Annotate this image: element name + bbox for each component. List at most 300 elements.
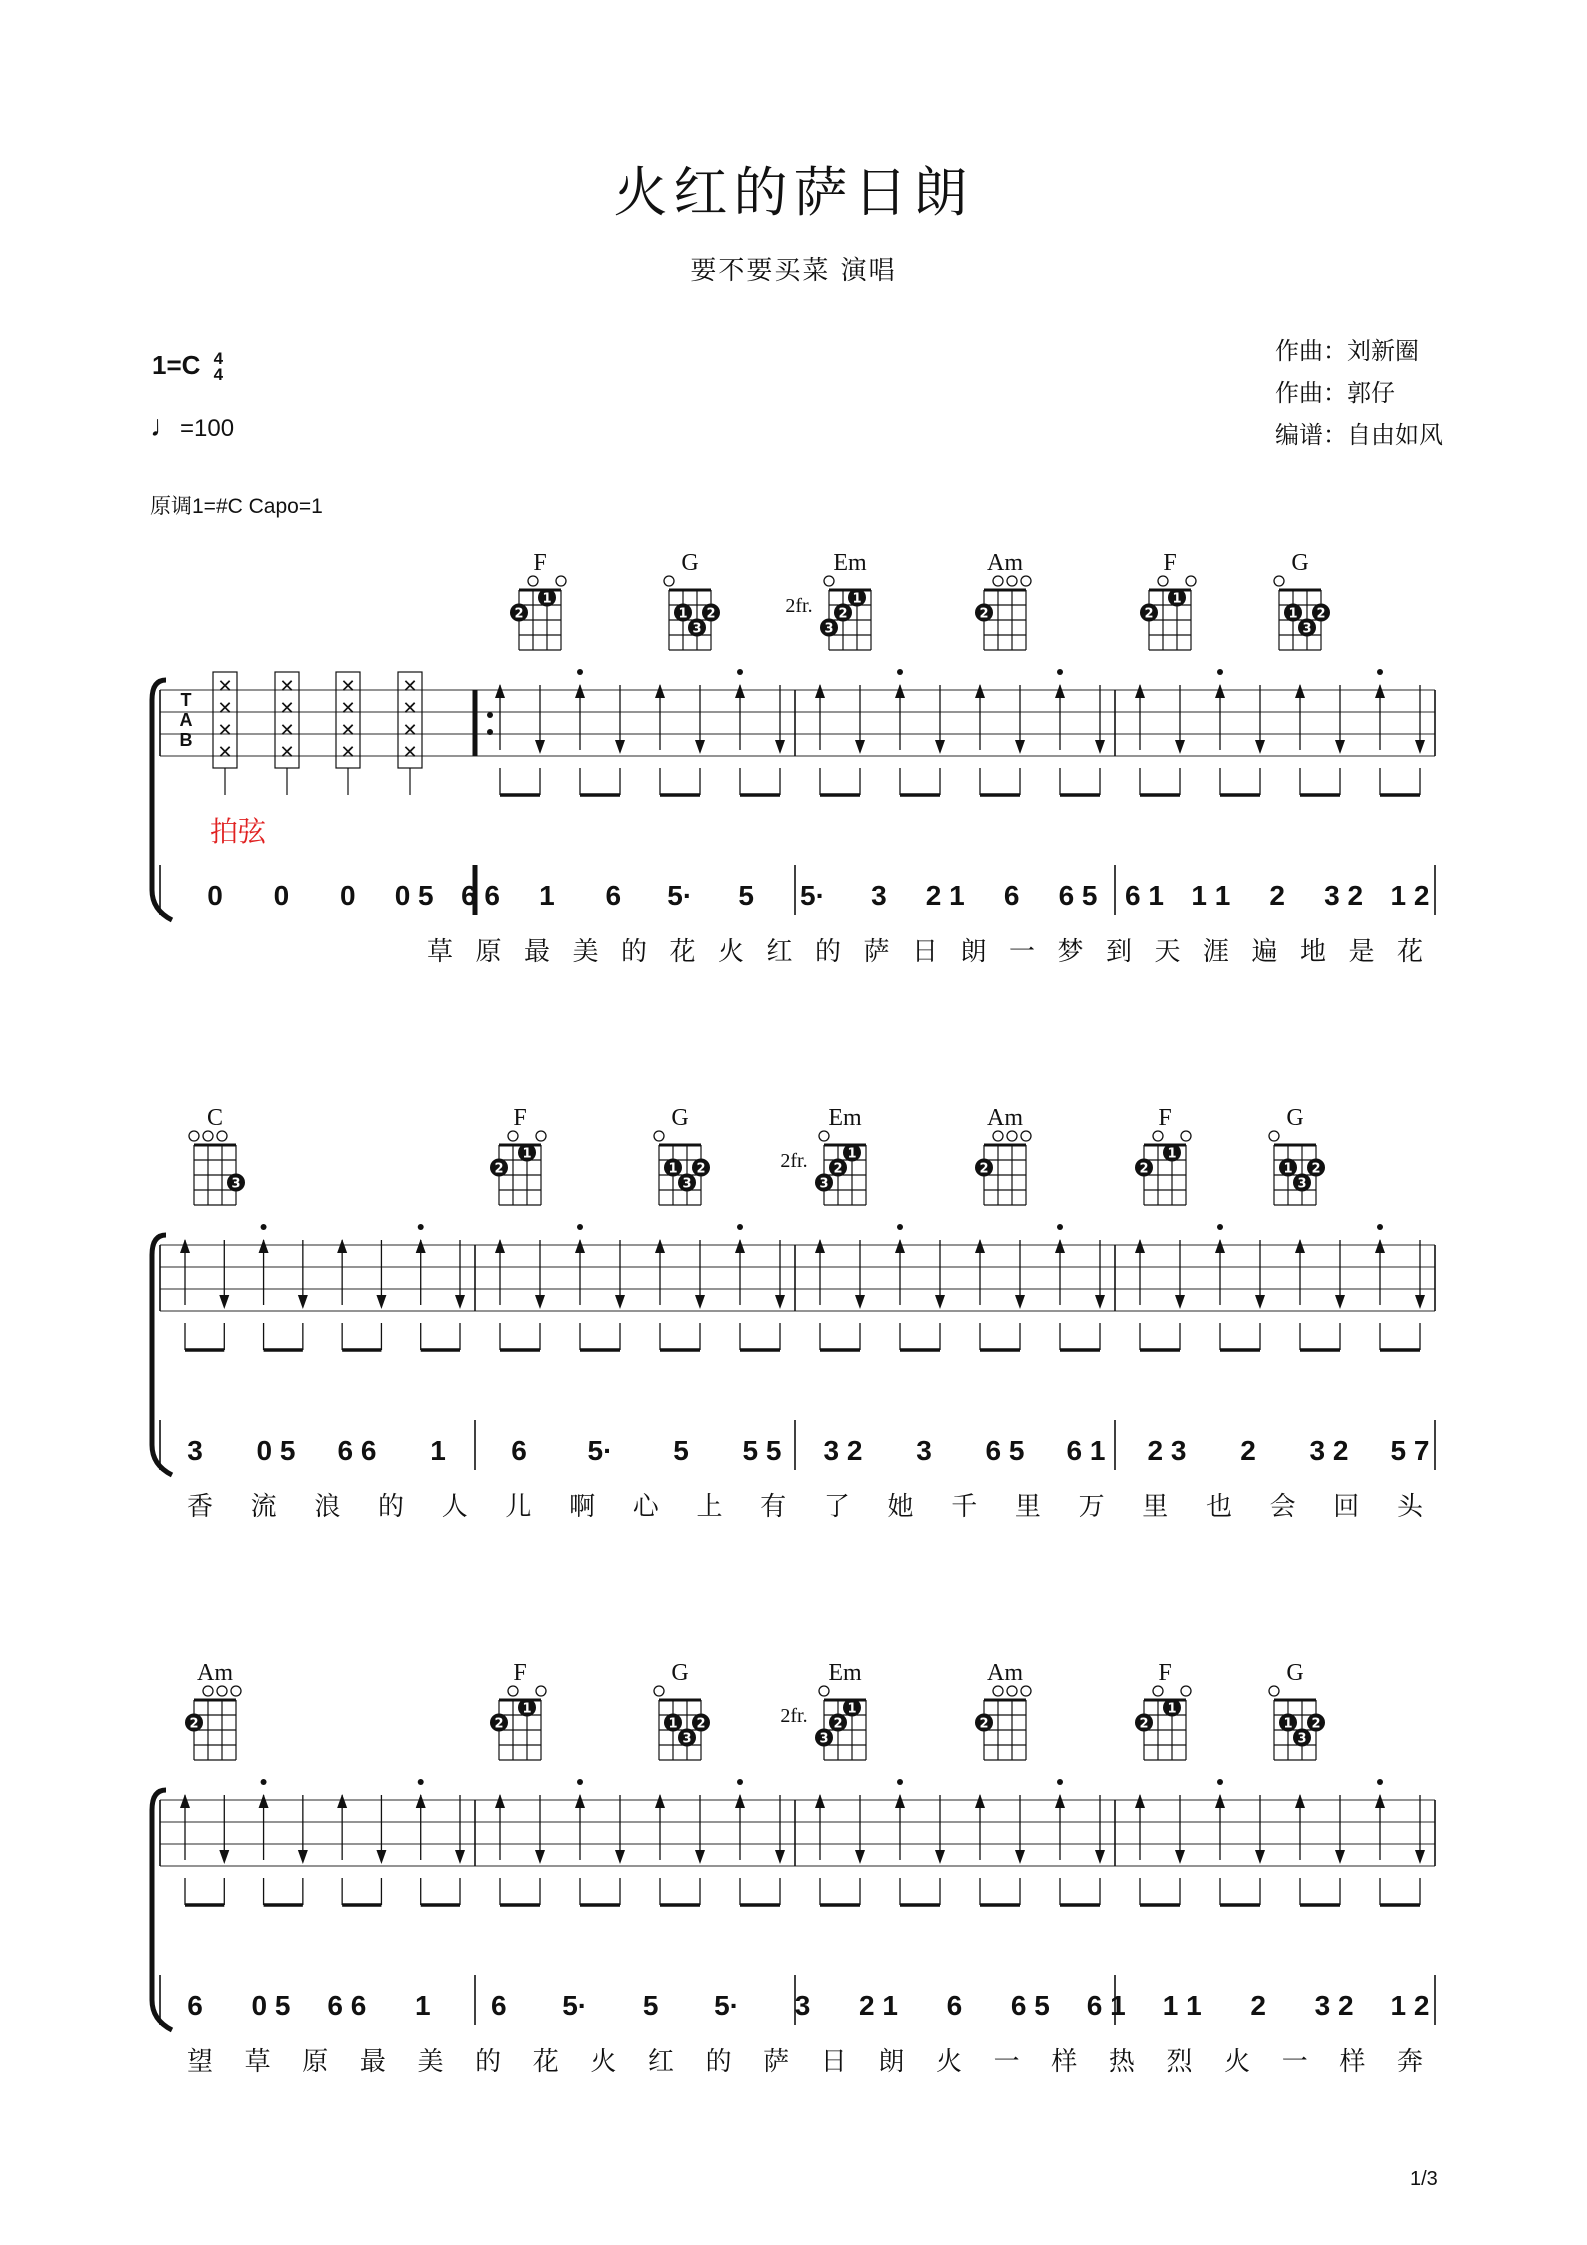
- lyric-char: 最: [359, 2047, 386, 2077]
- strum-up-arrow: [735, 1239, 745, 1253]
- chord-diagram-F: [490, 1131, 546, 1205]
- jianpu-note: 3: [871, 880, 887, 911]
- strum-up-arrow: [1295, 684, 1305, 698]
- strum-down-arrow: [1415, 1295, 1425, 1309]
- lyric-char: 一: [993, 2047, 1020, 2077]
- lyric-char: 心: [632, 1492, 659, 1522]
- open-string-marker: [1021, 576, 1031, 586]
- lyric-char: 一: [1008, 937, 1036, 967]
- chord-diagram-F: [1135, 1131, 1191, 1205]
- strum-down-arrow: [615, 740, 625, 754]
- jianpu-note: 5: [738, 880, 754, 911]
- key-text: 1=C: [152, 350, 201, 380]
- strum-up-arrow: [1295, 1794, 1305, 1808]
- open-string-marker: [993, 1131, 1003, 1141]
- jianpu-note: 1 1: [1162, 1990, 1202, 2021]
- strum-up-arrow: [1135, 1239, 1145, 1253]
- jianpu-note: 2 1: [858, 1990, 898, 2021]
- chord-name-F: F: [1158, 1105, 1172, 1131]
- chord-name-Am: Am: [987, 1105, 1023, 1131]
- repeat-dot: [487, 729, 493, 735]
- strum-up-arrow: [1375, 684, 1385, 698]
- accent-dot: [577, 1224, 583, 1230]
- strum-up-arrow: [259, 1239, 269, 1253]
- chop-x-mark: ✕: [402, 742, 418, 762]
- accent-dot: [1057, 1779, 1063, 1785]
- chord-name-G: G: [1286, 1105, 1304, 1131]
- chop-x-mark: ✕: [340, 698, 356, 718]
- strum-down-arrow: [535, 740, 545, 754]
- tab-label-T: T: [180, 690, 192, 710]
- jianpu-note: 2: [1240, 1435, 1256, 1466]
- finger-number: 2: [494, 1716, 504, 1732]
- open-string-marker: [1021, 1131, 1031, 1141]
- open-string-marker: [508, 1686, 518, 1696]
- strum-up-arrow: [1215, 1794, 1225, 1808]
- chop-x-mark: ✕: [340, 676, 356, 696]
- lyric-char: 花: [669, 937, 696, 967]
- strum-down-arrow: [775, 740, 785, 754]
- strum-up-arrow: [735, 684, 745, 698]
- chord-diagram-G: [664, 576, 720, 650]
- lyric-char: 遍: [1251, 937, 1278, 967]
- lyric-char: 花: [532, 2047, 559, 2077]
- finger-number: 2: [1139, 1716, 1149, 1732]
- strum-down-arrow: [1175, 740, 1185, 754]
- open-string-marker: [528, 576, 538, 586]
- accent-dot: [1377, 669, 1383, 675]
- jianpu-note: 5 5: [742, 1435, 782, 1466]
- jianpu-note: 1: [539, 880, 555, 911]
- accent-dot: [1217, 1779, 1223, 1785]
- strum-up-arrow: [735, 1794, 745, 1808]
- chord-name-F: F: [533, 550, 547, 576]
- lyric-char: 红: [766, 937, 793, 967]
- chord-diagram-Em: [815, 1686, 866, 1760]
- open-string-marker: [1158, 576, 1168, 586]
- lyric-char: 望: [186, 2047, 214, 2077]
- lyric-char: 烈: [1166, 2047, 1193, 2077]
- strum-up-arrow: [1135, 684, 1145, 698]
- chop-x-mark: ✕: [402, 720, 418, 740]
- strum-up-arrow: [815, 1239, 825, 1253]
- lyric-char: 涯: [1202, 937, 1230, 967]
- credit-arranger: 编谱：自由如风: [1275, 421, 1443, 449]
- finger-number: 1: [542, 591, 552, 607]
- strum-up-arrow: [1055, 684, 1065, 698]
- accent-dot: [577, 1779, 583, 1785]
- jianpu-note: 6 1: [1066, 1435, 1106, 1466]
- jianpu-note: 1: [415, 1990, 431, 2021]
- lyric-char: 头: [1396, 1492, 1424, 1522]
- strum-down-arrow: [935, 740, 945, 754]
- strum-down-arrow: [1335, 740, 1345, 754]
- strum-down-arrow: [1095, 1295, 1105, 1309]
- lyric-char: 了: [823, 1492, 850, 1522]
- lyric-char: 美: [572, 937, 599, 967]
- accent-dot: [577, 669, 583, 675]
- lyric-char: 梦: [1057, 937, 1084, 967]
- strum-down-arrow: [1015, 740, 1025, 754]
- accent-dot: [737, 1779, 743, 1785]
- strum-up-arrow: [1215, 684, 1225, 698]
- lyric-char: 儿: [505, 1492, 532, 1522]
- chord-diagram-Em: [820, 576, 871, 650]
- strum-down-arrow: [1415, 1850, 1425, 1864]
- jianpu-note: 1 1: [1191, 880, 1231, 911]
- time-signature-bottom: 4: [213, 365, 224, 385]
- finger-number: 1: [847, 1701, 857, 1717]
- open-string-marker: [1181, 1131, 1191, 1141]
- strum-down-arrow: [695, 1850, 705, 1864]
- jianpu-note: 6: [511, 1435, 527, 1466]
- chord-diagram-G: [654, 1131, 710, 1205]
- original-key: 原调1=#C Capo=1: [150, 495, 323, 518]
- open-string-marker: [1007, 576, 1017, 586]
- accent-dot: [418, 1779, 424, 1785]
- jianpu-note: 5 7: [1390, 1435, 1430, 1466]
- strum-down-arrow: [695, 740, 705, 754]
- jianpu-note: 5: [642, 1990, 659, 2021]
- strum-down-arrow: [855, 1850, 865, 1864]
- lyric-char: 美: [417, 2047, 444, 2077]
- credit-composer-2: 作曲：郭仔: [1275, 379, 1395, 407]
- jianpu-note: 6 5: [1058, 880, 1098, 911]
- strum-down-arrow: [1095, 740, 1105, 754]
- finger-number: 2: [1311, 1716, 1321, 1732]
- chop-x-mark: ✕: [279, 676, 295, 696]
- strum-up-arrow: [655, 1794, 665, 1808]
- jianpu-note: 6 5: [985, 1435, 1025, 1466]
- strum-down-arrow: [298, 1295, 308, 1309]
- lyric-char: 的: [620, 937, 648, 967]
- open-string-marker: [536, 1131, 546, 1141]
- accent-dot: [1377, 1224, 1383, 1230]
- strum-up-arrow: [1295, 1239, 1305, 1253]
- strum-down-arrow: [1335, 1850, 1345, 1864]
- jianpu-note: 0 5: [256, 1435, 296, 1466]
- jianpu-note: 2 1: [925, 880, 965, 911]
- finger-number: 2: [1316, 606, 1326, 622]
- lyric-char: 流: [250, 1492, 277, 1522]
- finger-number: 2: [1311, 1161, 1321, 1177]
- chop-x-mark: ✕: [402, 698, 418, 718]
- strum-down-arrow: [1255, 1850, 1265, 1864]
- finger-number: 2: [979, 1161, 989, 1177]
- finger-number: 1: [852, 591, 862, 607]
- finger-number: 1: [1283, 1716, 1293, 1732]
- system-brace: [152, 680, 172, 920]
- lyric-char: 人: [441, 1492, 468, 1522]
- finger-number: 2: [189, 1716, 199, 1732]
- chord-name-C: C: [206, 1105, 224, 1131]
- lyric-char: 的: [475, 2047, 502, 2077]
- jianpu-note: 6: [605, 880, 622, 911]
- finger-number: 2: [979, 606, 989, 622]
- strum-down-arrow: [855, 740, 865, 754]
- chop-x-mark: ✕: [217, 698, 233, 718]
- chord-name-Em: Em: [828, 1105, 862, 1131]
- strum-up-arrow: [1375, 1794, 1385, 1808]
- finger-number: 2: [696, 1161, 706, 1177]
- jianpu-note: 6: [946, 1990, 963, 2021]
- finger-number: 1: [668, 1161, 678, 1177]
- strum-down-arrow: [855, 1295, 865, 1309]
- chord-diagram-G: [1274, 576, 1330, 650]
- open-string-marker: [217, 1131, 227, 1141]
- chord-diagram-Am: [975, 1686, 1031, 1760]
- lyric-char: 地: [1299, 937, 1327, 967]
- lyric-char: 最: [523, 937, 551, 967]
- jianpu-note: 5: [673, 1435, 689, 1466]
- open-string-marker: [1181, 1686, 1191, 1696]
- finger-number: 3: [1297, 1176, 1307, 1192]
- open-string-marker: [1274, 576, 1284, 586]
- lyric-char: 千: [951, 1492, 978, 1522]
- strum-down-arrow: [1415, 740, 1425, 754]
- finger-number: 2: [833, 1161, 843, 1177]
- lyric-char: 是: [1348, 937, 1375, 967]
- accent-dot: [1217, 1224, 1223, 1230]
- open-string-marker: [203, 1131, 213, 1141]
- finger-number: 3: [692, 621, 702, 637]
- jianpu-note: 6 1: [1124, 880, 1164, 911]
- finger-number: 2: [706, 606, 716, 622]
- open-string-marker: [508, 1131, 518, 1141]
- finger-number: 3: [824, 621, 834, 637]
- jianpu-note: 5·: [562, 1990, 588, 2021]
- jianpu-note: 6 6: [337, 1435, 377, 1466]
- chord-name-F: F: [1163, 550, 1177, 576]
- strum-down-arrow: [1175, 1295, 1185, 1309]
- strum-down-arrow: [935, 1295, 945, 1309]
- lyric-char: 浪: [314, 1492, 341, 1522]
- finger-number: 1: [522, 1146, 532, 1162]
- strum-down-arrow: [376, 1850, 386, 1864]
- lyric-char: 萨: [763, 2047, 790, 2077]
- open-string-marker: [819, 1686, 829, 1696]
- strum-up-arrow: [337, 1239, 347, 1253]
- strum-down-arrow: [455, 1850, 465, 1864]
- jianpu-note: 5·: [667, 880, 693, 911]
- jianpu-note: 2: [1269, 880, 1286, 911]
- fret-marker: 2fr.: [780, 1705, 808, 1727]
- strum-down-arrow: [535, 1850, 545, 1864]
- strum-up-arrow: [895, 684, 905, 698]
- chord-name-G: G: [681, 550, 699, 576]
- jianpu-note: 3 2: [1309, 1435, 1349, 1466]
- finger-number: 2: [833, 1716, 843, 1732]
- chop-x-mark: ✕: [279, 720, 295, 740]
- strum-up-arrow: [1055, 1794, 1065, 1808]
- strum-up-arrow: [180, 1239, 190, 1253]
- chop-x-mark: ✕: [402, 676, 418, 696]
- jianpu-note: 6 5: [1010, 1990, 1050, 2021]
- strum-up-arrow: [975, 1239, 985, 1253]
- strum-up-arrow: [259, 1794, 269, 1808]
- chop-x-mark: ✕: [340, 742, 356, 762]
- strum-down-arrow: [1335, 1295, 1345, 1309]
- lyric-char: 火: [1224, 2047, 1251, 2077]
- strum-down-arrow: [219, 1295, 229, 1309]
- technique-hint: 拍弦: [210, 815, 267, 848]
- chop-x-mark: ✕: [217, 676, 233, 696]
- open-string-marker: [654, 1131, 664, 1141]
- system-brace: [152, 1235, 172, 1475]
- strum-up-arrow: [416, 1239, 426, 1253]
- jianpu-note: 1 2: [1390, 1990, 1430, 2021]
- strum-up-arrow: [180, 1794, 190, 1808]
- accent-dot: [1057, 1224, 1063, 1230]
- lyric-char: 热: [1108, 2047, 1135, 2077]
- open-string-marker: [824, 576, 834, 586]
- lyric-char: 样: [1339, 2047, 1366, 2077]
- lyric-char: 花: [1396, 937, 1424, 967]
- lyric-char: 万: [1078, 1492, 1105, 1522]
- chord-name-Am: Am: [197, 1660, 233, 1686]
- jianpu-note: 6: [490, 1990, 507, 2021]
- accent-dot: [897, 1779, 903, 1785]
- lyric-char: 草: [426, 937, 454, 967]
- finger-number: 2: [838, 606, 848, 622]
- performer: 要不要买菜 演唱: [690, 256, 897, 286]
- strum-down-arrow: [1255, 740, 1265, 754]
- strum-down-arrow: [219, 1850, 229, 1864]
- lyric-char: 样: [1051, 2047, 1078, 2077]
- chord-diagram-G: [654, 1686, 710, 1760]
- chop-x-mark: ✕: [340, 720, 356, 740]
- lyric-char: 红: [647, 2047, 674, 2077]
- strum-down-arrow: [615, 1850, 625, 1864]
- strum-down-arrow: [535, 1295, 545, 1309]
- open-string-marker: [217, 1686, 227, 1696]
- lyric-char: 到: [1105, 937, 1133, 967]
- lyric-char: 里: [1142, 1492, 1169, 1522]
- strum-up-arrow: [1055, 1239, 1065, 1253]
- jianpu-note: 6: [1003, 880, 1020, 911]
- system-brace: [152, 1790, 172, 2030]
- strum-up-arrow: [1215, 1239, 1225, 1253]
- chord-diagram-C: [189, 1131, 245, 1205]
- finger-number: 1: [668, 1716, 678, 1732]
- jianpu-note: 0: [273, 880, 290, 911]
- strum-down-arrow: [1015, 1295, 1025, 1309]
- tab-label-A: A: [179, 710, 193, 730]
- lyric-char: 奔: [1396, 2047, 1424, 2077]
- strum-up-arrow: [975, 1794, 985, 1808]
- accent-dot: [418, 1224, 424, 1230]
- lyric-char: 火: [717, 937, 745, 967]
- finger-number: 2: [979, 1716, 989, 1732]
- lyric-char: 有: [760, 1492, 787, 1522]
- open-string-marker: [1007, 1686, 1017, 1696]
- open-string-marker: [1269, 1686, 1279, 1696]
- open-string-marker: [993, 576, 1003, 586]
- strum-up-arrow: [575, 684, 585, 698]
- strum-up-arrow: [416, 1794, 426, 1808]
- strum-down-arrow: [1095, 1850, 1105, 1864]
- finger-number: 1: [1172, 591, 1182, 607]
- time-signature-top: 4: [213, 349, 224, 369]
- finger-number: 3: [1297, 1731, 1307, 1747]
- strum-up-arrow: [575, 1239, 585, 1253]
- finger-number: 2: [494, 1161, 504, 1177]
- open-string-marker: [993, 1686, 1003, 1696]
- finger-number: 2: [1144, 606, 1154, 622]
- accent-dot: [737, 1224, 743, 1230]
- jianpu-note: 5·: [587, 1435, 613, 1466]
- page-number: 1/3: [1410, 2168, 1438, 2190]
- tab-label-B: B: [179, 730, 193, 750]
- lyric-char: 火: [936, 2047, 963, 2077]
- chop-x-mark: ✕: [279, 742, 295, 762]
- chord-name-Am: Am: [987, 550, 1023, 576]
- accent-dot: [897, 669, 903, 675]
- finger-number: 2: [514, 606, 524, 622]
- open-string-marker: [654, 1686, 664, 1696]
- jianpu-note: 0 5: [251, 1990, 291, 2021]
- lyric-char: 上: [696, 1492, 723, 1522]
- jianpu-note: 1: [430, 1435, 446, 1466]
- finger-number: 1: [1167, 1146, 1177, 1162]
- accent-dot: [261, 1224, 267, 1230]
- lyric-char: 也: [1205, 1492, 1232, 1522]
- open-string-marker: [1021, 1686, 1031, 1696]
- lyric-char: 原: [302, 2047, 329, 2077]
- fret-marker: 2fr.: [785, 595, 813, 617]
- strum-up-arrow: [337, 1794, 347, 1808]
- open-string-marker: [1153, 1686, 1163, 1696]
- song-title: 火红的萨日朗: [613, 161, 974, 224]
- chord-name-Em: Em: [833, 550, 867, 576]
- chop-x-mark: ✕: [279, 698, 295, 718]
- chord-diagram-G: [1269, 1686, 1325, 1760]
- finger-number: 3: [682, 1176, 692, 1192]
- accent-dot: [1057, 669, 1063, 675]
- chord-diagram-Am: [975, 576, 1031, 650]
- jianpu-note: 3 2: [823, 1435, 863, 1466]
- strum-up-arrow: [975, 684, 985, 698]
- chord-diagram-F: [510, 576, 566, 650]
- jianpu-note: 3: [794, 1990, 811, 2021]
- jianpu-note: 6 6: [327, 1990, 367, 2021]
- chord-name-F: F: [1158, 1660, 1172, 1686]
- lyric-char: 香: [186, 1492, 214, 1522]
- jianpu-note: 2: [1250, 1990, 1266, 2021]
- strum-down-arrow: [1175, 1850, 1185, 1864]
- chord-diagram-F: [1135, 1686, 1191, 1760]
- lyric-char: 朗: [878, 2047, 905, 2077]
- strum-up-arrow: [1375, 1239, 1385, 1253]
- jianpu-note: 3: [916, 1435, 932, 1466]
- tempo-text: =100: [180, 415, 235, 442]
- strum-down-arrow: [775, 1295, 785, 1309]
- jianpu-note: 5·: [714, 1990, 740, 2021]
- fret-marker: 2fr.: [780, 1150, 808, 1172]
- accent-dot: [261, 1779, 267, 1785]
- lyric-char: 萨: [863, 937, 890, 967]
- finger-number: 1: [522, 1701, 532, 1717]
- chord-diagram-Am: [185, 1686, 241, 1760]
- finger-number: 3: [819, 1176, 829, 1192]
- open-string-marker: [664, 576, 674, 586]
- strum-up-arrow: [815, 1794, 825, 1808]
- strum-up-arrow: [655, 1239, 665, 1253]
- jianpu-note: 0 5: [394, 880, 434, 911]
- lyric-char: 啊: [569, 1492, 596, 1522]
- jianpu-note: 0: [207, 880, 223, 911]
- repeat-dot: [487, 712, 493, 718]
